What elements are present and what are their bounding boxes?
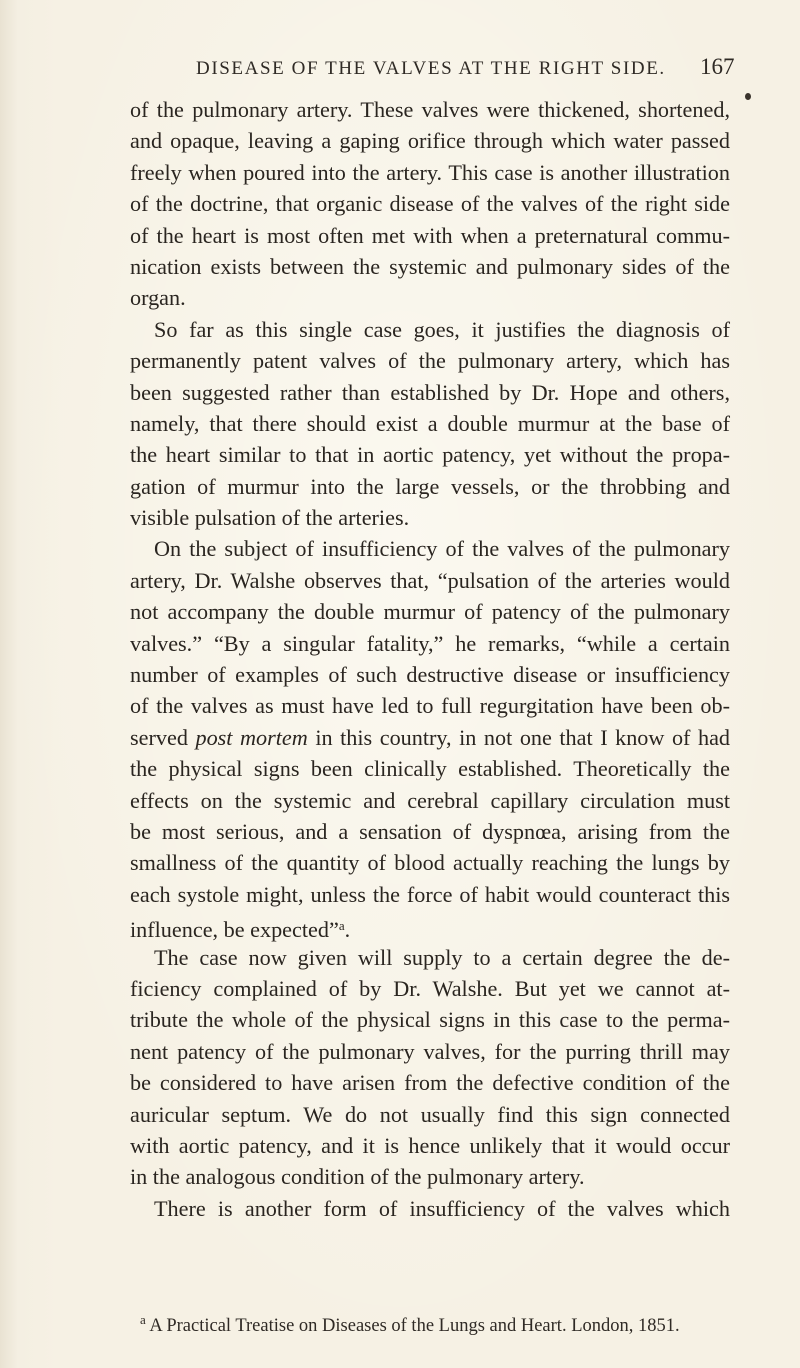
text-line: each systole might, unless the force of habit would counteract this	[130, 881, 730, 907]
text-line: There is another form of insufficiency of the valves which	[154, 1195, 730, 1221]
text-line: So far as this single case goes, it justifies the diagnosis of	[154, 316, 730, 342]
text-line: the physical signs been clinically established. Theoretically the	[130, 756, 730, 782]
text-run: served	[130, 724, 188, 750]
text-line: nication exists between the systemic and pulmonary sides of the	[130, 253, 730, 279]
text-line: permanently patent valves of the pulmonary artery, which has	[130, 348, 730, 374]
text-line: gation of murmur into the large vessels, or the throbbing and	[130, 473, 730, 499]
text-line: namely, that there should exist a double murmur at the base of	[130, 410, 730, 436]
text-line: of the doctrine, that organic disease of the valves of the right side	[130, 191, 730, 217]
text-line: ficiency complained of by Dr. Walshe. But yet we cannot at-	[130, 975, 730, 1001]
page-header	[0, 54, 800, 84]
text-line: On the subject of insufficiency of the valves of the pulmonary	[154, 536, 730, 562]
text-line: The case now given will supply to a certain degree the de-	[154, 944, 730, 970]
ink-dot-mark	[745, 93, 751, 100]
text-line: smallness of the quantity of blood actually reaching the lungs by	[130, 850, 730, 876]
text-line: be most serious, and a sensation of dyspnœa, arising from the	[130, 818, 730, 844]
running-head: DISEASE OF THE VALVES AT THE RIGHT SIDE.	[196, 58, 666, 79]
text-line: with aortic patency, and it is hence unlikely that it would occur	[130, 1132, 730, 1158]
text-run: in this country, in not one that I know of had	[315, 724, 731, 750]
footnote-reference: a	[338, 918, 345, 934]
text-line: the heart similar to that in aortic patency, yet without the propa-	[130, 442, 730, 468]
footnote-marker: a	[140, 1312, 146, 1327]
footnote	[140, 1312, 730, 1337]
text-line: of the valves as must have led to full regurgitation have been ob-	[130, 693, 730, 719]
page-number: 167	[700, 54, 735, 79]
body-text	[130, 94, 730, 1224]
text-line: organ.	[130, 285, 186, 311]
text-line: not accompany the double murmur of patency of the pulmonary	[130, 599, 730, 625]
text-line: visible pulsation of the arteries.	[130, 505, 410, 531]
text-line: effects on the systemic and cerebral capillary circulation must	[130, 787, 730, 813]
text-run: influence, be expected”	[130, 917, 339, 943]
text-line: be considered to have arisen from the defective condition of the	[130, 1070, 730, 1096]
text-line: nent patency of the pulmonary valves, for the purring thrill may	[130, 1038, 730, 1064]
text-line: freely when poured into the artery. This case is another illustration	[130, 159, 730, 185]
text-line: and opaque, leaving a gaping orifice through which water passed	[130, 128, 730, 154]
text-line: of the heart is most often met with when a preternatural commu-	[130, 222, 730, 248]
text-line: been suggested rather than established by Dr. Hope and others,	[130, 379, 730, 405]
text-run: .	[344, 917, 351, 943]
text-line-mixed	[130, 910, 730, 941]
text-line-mixed	[130, 722, 730, 753]
text-line: number of examples of such destructive disease or insufficiency	[130, 662, 730, 688]
text-line: valves.” “By a singular fatality,” he remarks, “while a certain	[130, 630, 730, 656]
text-line: of the pulmonary artery. These valves were thickened, shortened,	[130, 97, 730, 122]
text-line: in the analogous condition of the pulmonary artery.	[130, 1164, 585, 1190]
footnote-text: A Practical Treatise on Diseases of the Lungs and Heart. London, 1851.	[149, 1316, 680, 1336]
italic-phrase: post mortem	[195, 724, 308, 750]
text-line: auricular septum. We do not usually find this sign connected	[130, 1101, 730, 1127]
text-line: artery, Dr. Walshe observes that, “pulsation of the arteries would	[130, 567, 730, 593]
text-line: tribute the whole of the physical signs in this case to the perma-	[130, 1007, 730, 1033]
